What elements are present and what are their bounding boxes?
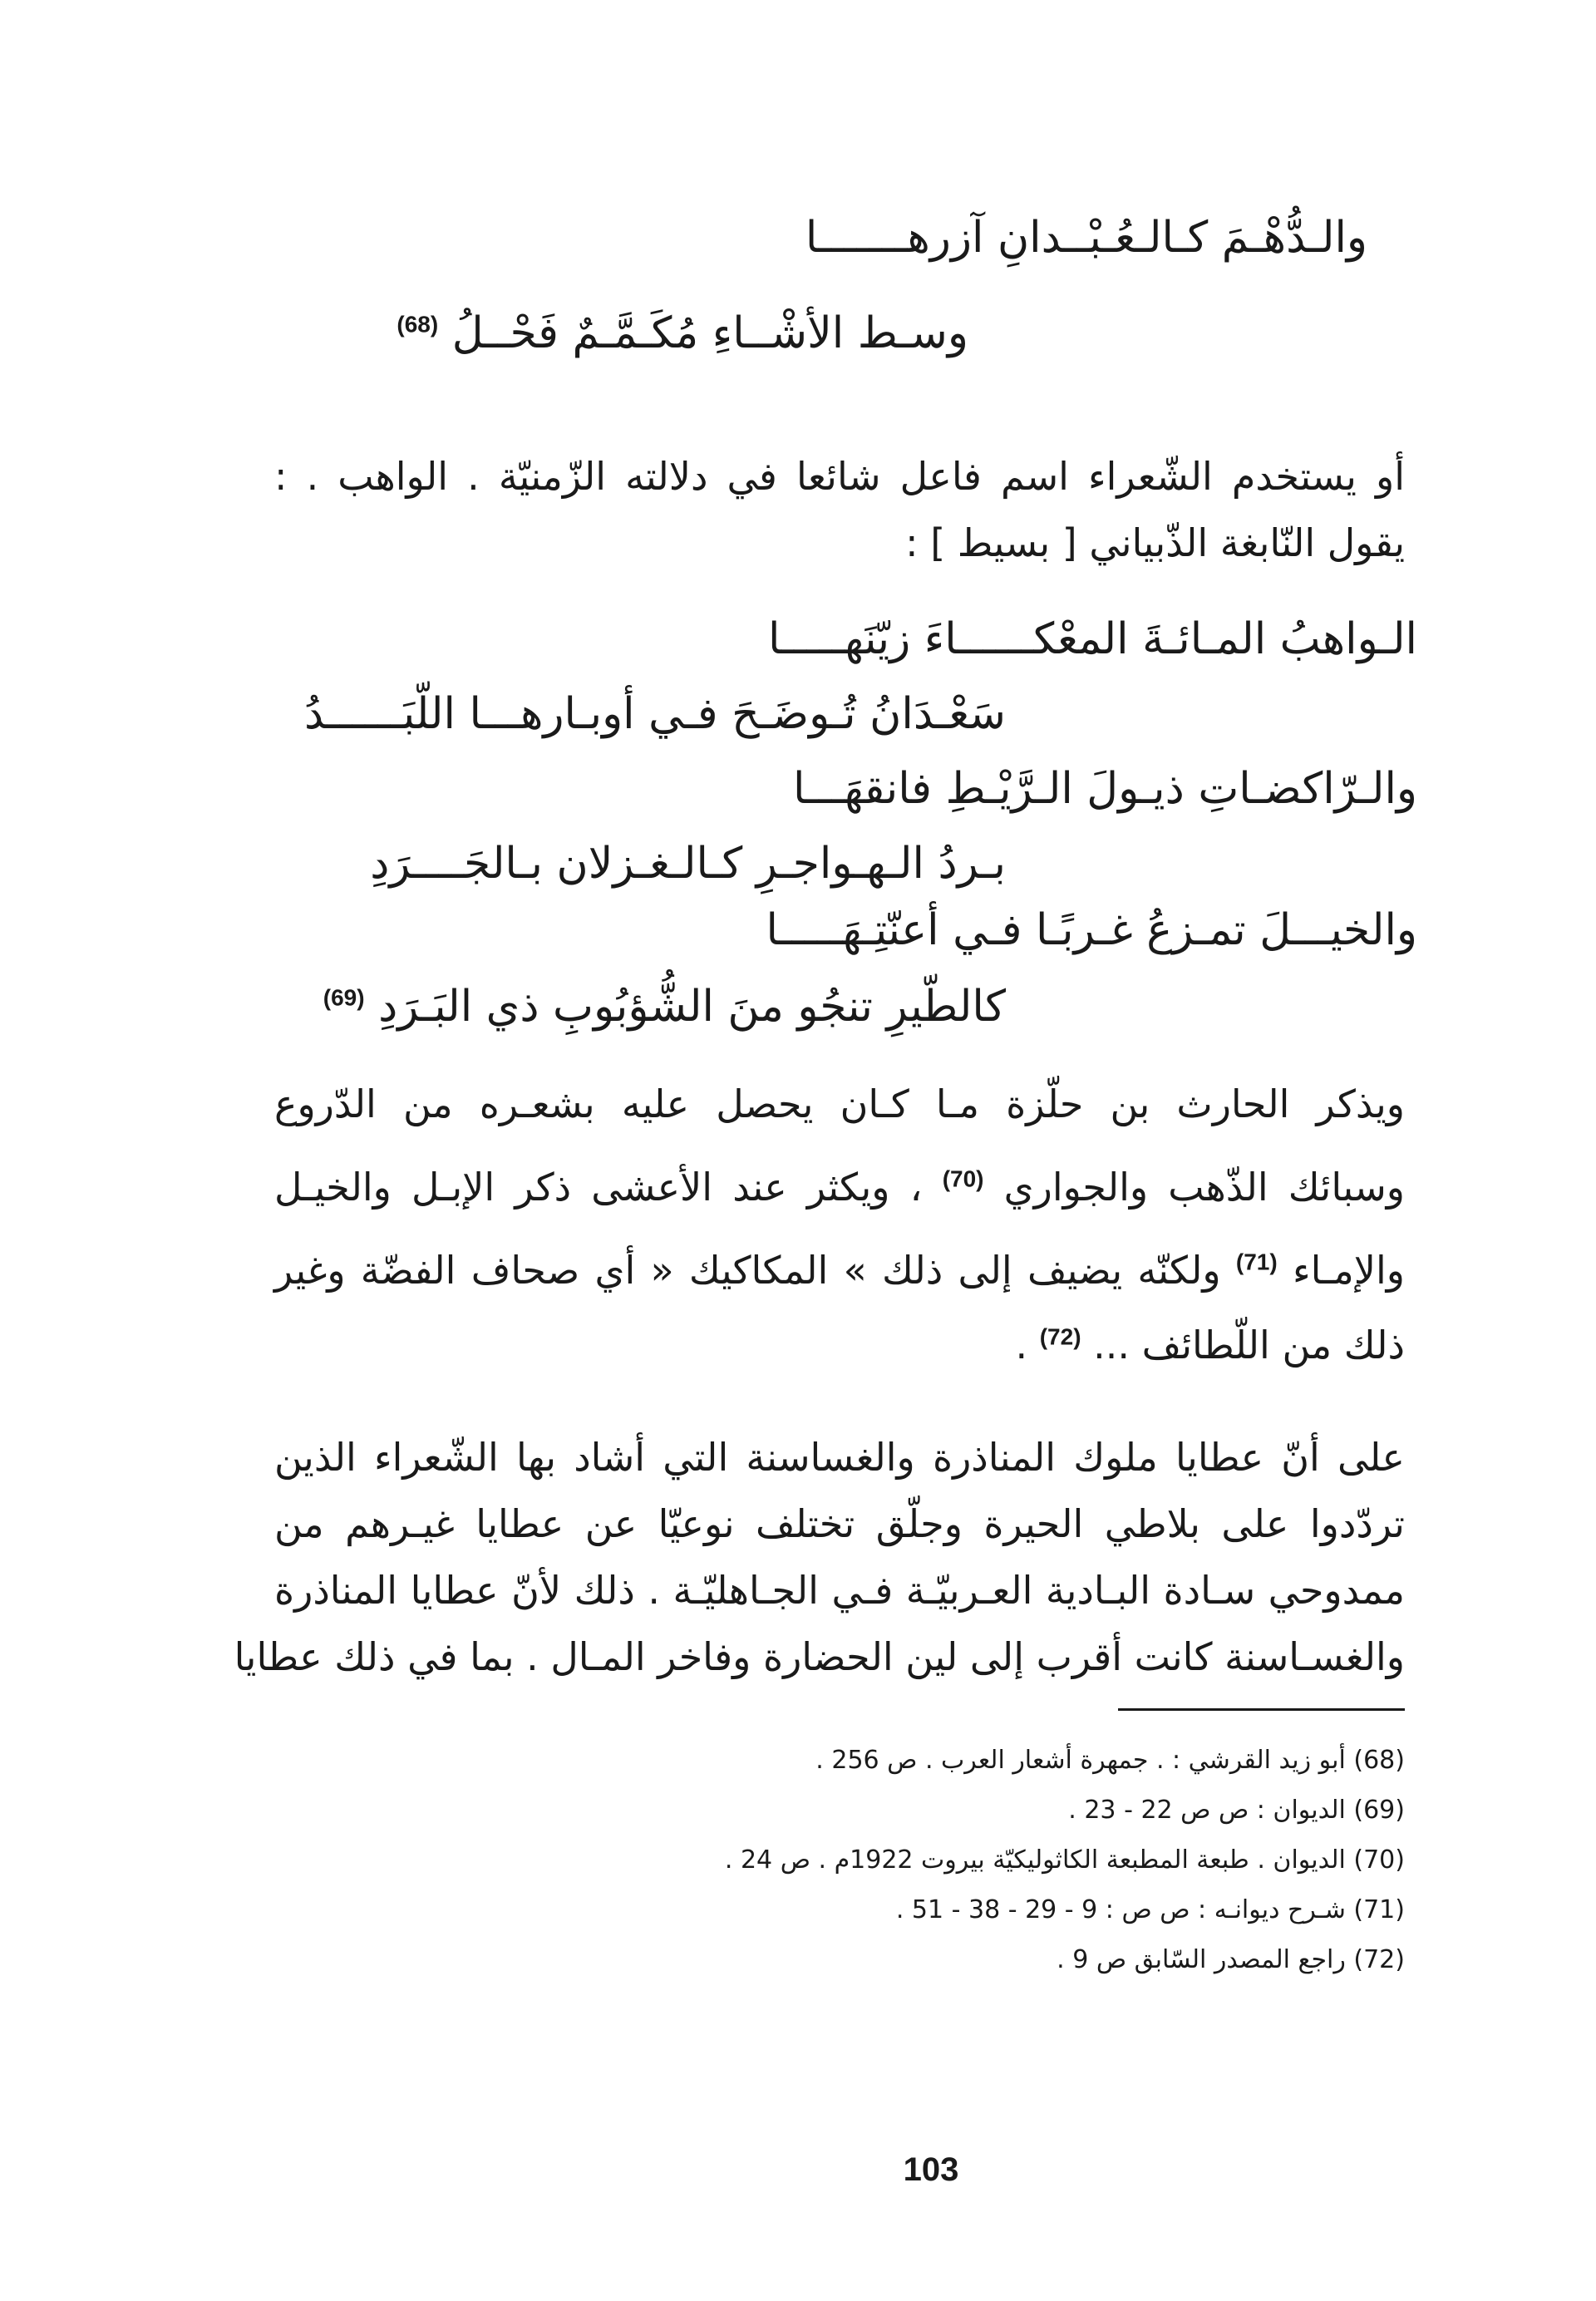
verse-mid-3: والـرّاكضـاتِ ذيـولَ الـرَّيْـطِ فانقهَـــا — [792, 764, 1417, 814]
text-segment: ، ويكثر عند الأعشى ذكر الإبـل والخيـل — [274, 1165, 923, 1210]
paragraph-1-line-1: أو يستخدم الشّعراء اسم فاعل شائعا في دلالته الزّمنيّة . الواهب . : — [274, 454, 1405, 499]
verse-mid-4: بـردُ الـهـواجـرِ كـالـغـزلان بـالجَــــرَدِ — [370, 839, 1006, 889]
paragraph-3-line-1: على أنّ عطايا ملوك المناذرة والغساسنة التي أشاد بها الشّعراء الذين — [274, 1435, 1405, 1480]
verse-text: وسـط الأشْــاءِ مُكَـمَّـمٌ فَحْــلُ — [451, 308, 968, 358]
paragraph-1-line-2: يقول النّابغة الذّبياني [ بسيط ] : — [905, 520, 1405, 565]
paragraph-3-line-4: والغسـاسنة كانت أقرب إلى لين الحضارة وفاخر المـال . بما في ذلك عطايا — [234, 1634, 1405, 1679]
verse-top-line-1: والـدُّهْـمَ كـالـعُـبْــدانِ آزرهـــــــا — [805, 213, 1367, 263]
text-segment: ذلك من اللّطائف ... — [1093, 1323, 1405, 1367]
footnote-70: (70) الديوان . طبعة المطبعة الكاثوليكيّة بيروت 1922م . ص 24 . — [724, 1845, 1405, 1875]
paragraph-2-line-3 — [274, 1247, 1405, 1295]
paragraph-3-line-3: ممدوحي سـادة البـادية العـربيّـة فـي الجـاهليّـة . ذلك لأنّ عطايا المناذرة — [274, 1568, 1405, 1613]
verse-mid-1: الـواهبُ المـائـةَ المعْكــــــاءَ زيّنَهـــــا — [767, 614, 1417, 664]
footnote-ref: (72) — [1039, 1323, 1081, 1350]
verse-mid-6 — [323, 981, 1006, 1032]
footnote-ref: (70) — [942, 1165, 984, 1192]
footnote-ref: (69) — [323, 984, 365, 1011]
verse-mid-5: والخيـــلَ تمـزعُ غـربًـا فـي أعنّتِـهَـــــا — [766, 905, 1417, 955]
text-segment: ولكنّه يضيف إلى ذلك » المكاكيك « أي صحاف الفضّة وغير — [274, 1248, 1221, 1293]
footnote-71: (71) شـرح ديوانـه : ص ص : 9 - 29 - 38 - 51 . — [895, 1895, 1405, 1924]
verse-mid-2: سَعْـدَانُ تُـوضَـحَ فـي أوبـارهـــا اللّبَــــــدُ — [304, 689, 1006, 739]
footnote-ref: (68) — [397, 311, 439, 338]
paragraph-2-line-4 — [274, 1322, 1405, 1370]
text-segment: وسبائك الذّهب والجواري — [1003, 1165, 1406, 1210]
footnote-separator — [1118, 1708, 1405, 1711]
text-segment: والإمـاء — [1293, 1248, 1405, 1293]
paragraph-3-line-2: تردّدوا على بلاطي الحيرة وجلّق تختلف نوعيّا عن عطايا غيـرهم من — [274, 1501, 1405, 1546]
verse-text: كالطّيرِ تنجُو منَ الشُّؤبُوبِ ذي البَـرَدِ — [378, 982, 1006, 1032]
footnote-ref: (71) — [1235, 1249, 1278, 1275]
footnote-72: (72) راجع المصدر السّابق ص 9 . — [1057, 1945, 1405, 1974]
text-segment: . — [1015, 1323, 1028, 1367]
paragraph-2-line-2 — [274, 1164, 1405, 1212]
footnote-69: (69) الديوان : ص ص 22 - 23 . — [1068, 1796, 1405, 1825]
page-number: 103 — [903, 2151, 959, 2188]
paragraph-2-line-1: ويذكر الحارث بن حلّزة مـا كـان يحصل عليه بشعـره من الدّروع — [274, 1082, 1405, 1126]
footnote-68: (68) أبو زيد القرشي : . جمهرة أشعار العرب . ص 256 . — [815, 1746, 1405, 1775]
verse-top-line-2 — [397, 308, 968, 359]
